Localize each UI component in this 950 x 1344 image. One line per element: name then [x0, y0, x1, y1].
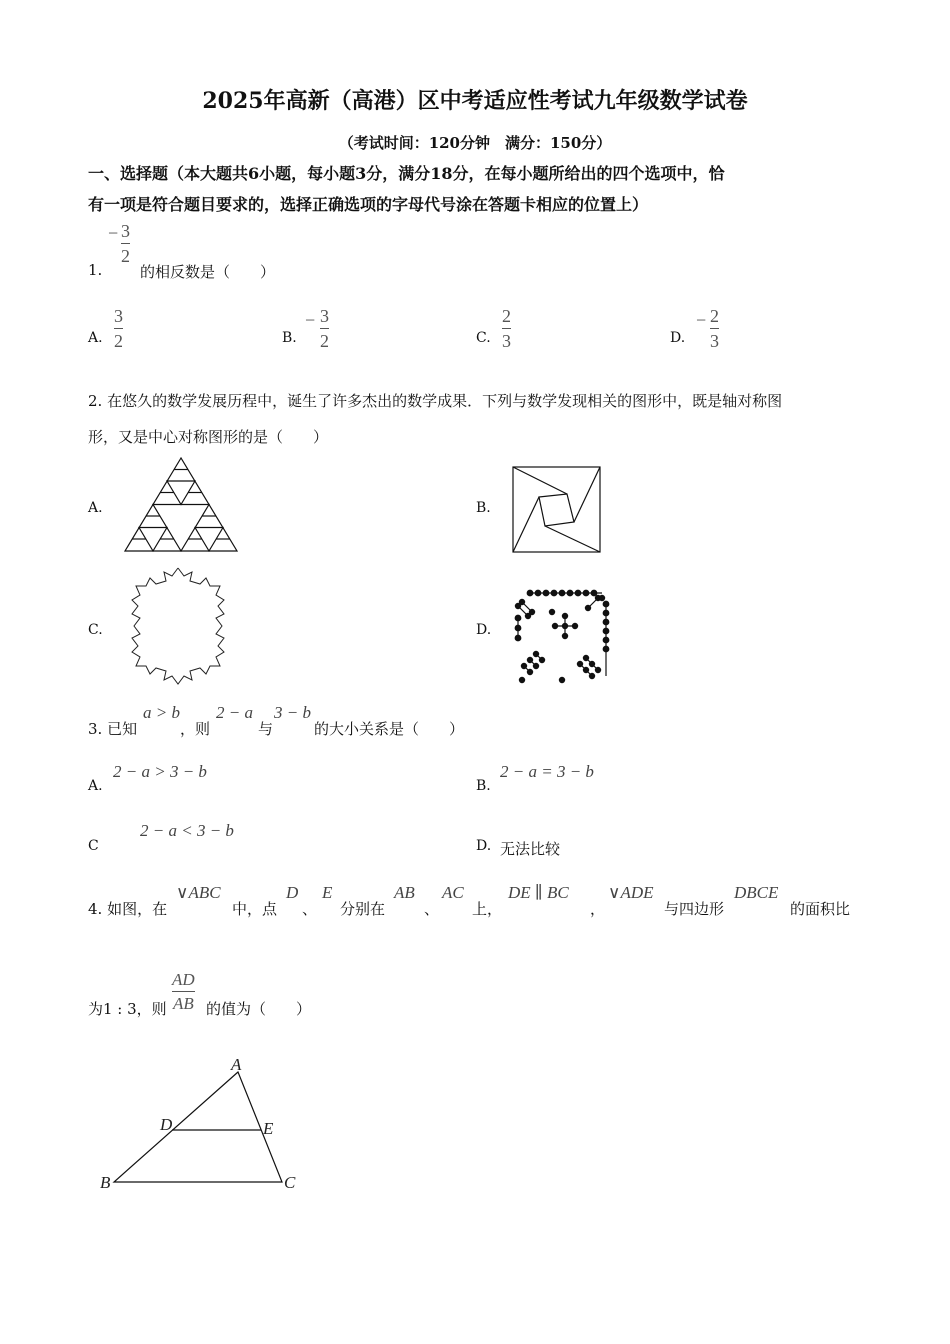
q1-option-b-label: B. — [282, 330, 297, 346]
q1-b-den: 2 — [320, 331, 329, 351]
q4-sep-2: 、 — [424, 900, 440, 918]
q1-minus: − — [108, 223, 119, 243]
q1-text: 的相反数是（ ） — [140, 263, 276, 281]
sierpinski-triangle-figure — [124, 457, 238, 553]
q1-frac-den: 2 — [121, 246, 130, 266]
q1-option-c-label: C. — [476, 330, 491, 346]
q1-option-a-label: A. — [88, 330, 103, 346]
pythagorean-square-figure — [512, 466, 602, 554]
q4-point-e: E — [322, 883, 333, 902]
q1-frac-num: 3 — [121, 221, 130, 241]
label-c: C — [284, 1173, 296, 1192]
q4-triangle-ade: ∨ADE — [608, 883, 654, 902]
q1-option-d-fraction — [710, 307, 719, 350]
q3-option-a-label: A. — [88, 778, 103, 794]
q3-option-a-expr: 2 − a > 3 − b — [113, 762, 207, 781]
label-b: B — [100, 1173, 111, 1192]
q3-option-c-label: C — [88, 838, 99, 854]
q3-expr1: 2 − a — [216, 703, 253, 722]
q2-option-d-label: D. — [476, 622, 492, 638]
section-heading-line1: 一、选择题（本大题共6小题，每小题3分，满分18分，在每小题所给出的四个选项中，恰 — [88, 164, 725, 183]
q3-option-b-label: B. — [476, 778, 491, 794]
q4-text-4: 上， — [472, 900, 503, 918]
q3-number: 3. 已知 — [88, 720, 138, 738]
label-e: E — [263, 1119, 274, 1138]
q1-option-d-label: D. — [670, 330, 686, 346]
q4-quad-dbce: DBCE — [734, 883, 779, 902]
q3-and: 与 — [258, 720, 274, 738]
label-d: D — [160, 1115, 173, 1134]
q1-a-num: 3 — [114, 306, 123, 326]
q1-c-den: 3 — [502, 331, 511, 351]
koch-snowflake-figure — [118, 564, 238, 688]
q4-text-9: 的值为（ ） — [206, 1000, 312, 1018]
q4-text-8: 为1 : 3，则 — [88, 1000, 167, 1018]
q4-text-5: ， — [590, 900, 606, 918]
q3-option-b-expr: 2 − a = 3 − b — [500, 762, 594, 781]
q4-text-intro: 4. 如图，在 — [88, 900, 168, 918]
q4-parallel: DE ∥ BC — [508, 883, 569, 902]
q1-d-minus: − — [696, 310, 707, 330]
q1-number: 1. — [88, 261, 103, 279]
q4-side-ab: AB — [394, 883, 415, 902]
q4-point-d: D — [286, 883, 299, 902]
q4-side-ac: AC — [442, 883, 464, 902]
q1-option-a-fraction — [114, 307, 123, 350]
q3-option-d-label: D. — [476, 838, 492, 854]
q1-option-b-fraction — [320, 307, 329, 350]
q2-option-a-label: A. — [88, 500, 103, 516]
luoshu-dots-figure — [512, 588, 612, 686]
q3-comma: ，则 — [180, 720, 211, 738]
section-heading-line2: 有一项是符合题目要求的，选择正确选项的字母代号涂在答题卡相应的位置上） — [88, 195, 649, 214]
q3-tail: 的大小关系是（ ） — [314, 720, 465, 738]
q3-condition: a > b — [143, 703, 180, 722]
q4-sep-1: 、 — [302, 900, 318, 918]
triangle-abc-shape — [114, 1072, 282, 1182]
q4-text-7: 的面积比 — [790, 900, 851, 918]
page-title: 2025年高新（高港）区中考适应性考试九年级数学试卷 — [202, 88, 748, 114]
q4-triangle-abc: ∨ABC — [176, 883, 221, 902]
q4-frac-num: AD — [172, 970, 195, 989]
q1-d-num: 2 — [710, 306, 719, 326]
q4-fraction — [172, 971, 195, 1012]
q1-option-c-fraction — [502, 307, 511, 350]
q4-frac-den: AB — [172, 994, 194, 1013]
q4-text-3: 分别在 — [340, 900, 386, 918]
triangle-figure — [96, 1058, 306, 1194]
q1-a-den: 2 — [114, 331, 123, 351]
q4-text-2: 中，点 — [232, 900, 278, 918]
label-a: A — [231, 1058, 242, 1074]
q2-text-line1: 2. 在悠久的数学发展历程中，诞生了许多杰出的数学成果．下列与数学发现相关的图形中，既是轴对称图 — [88, 392, 783, 410]
exam-info: （考试时间：120分钟 满分：150分） — [338, 134, 612, 152]
q2-option-b-label: B. — [476, 500, 491, 516]
q1-d-den: 3 — [710, 331, 719, 351]
q1-b-num: 3 — [320, 306, 329, 326]
q4-text-6: 与四边形 — [664, 900, 725, 918]
q3-option-d-text: 无法比较 — [500, 840, 561, 858]
q2-option-c-label: C. — [88, 622, 103, 638]
q3-expr2: 3 − b — [274, 703, 311, 722]
q3-option-c-expr: 2 − a < 3 − b — [140, 821, 234, 840]
q2-text-line2: 形，又是中心对称图形的是（ ） — [88, 428, 329, 446]
q1-fraction — [121, 222, 130, 265]
q1-c-num: 2 — [502, 306, 511, 326]
q1-b-minus: − — [305, 310, 316, 330]
